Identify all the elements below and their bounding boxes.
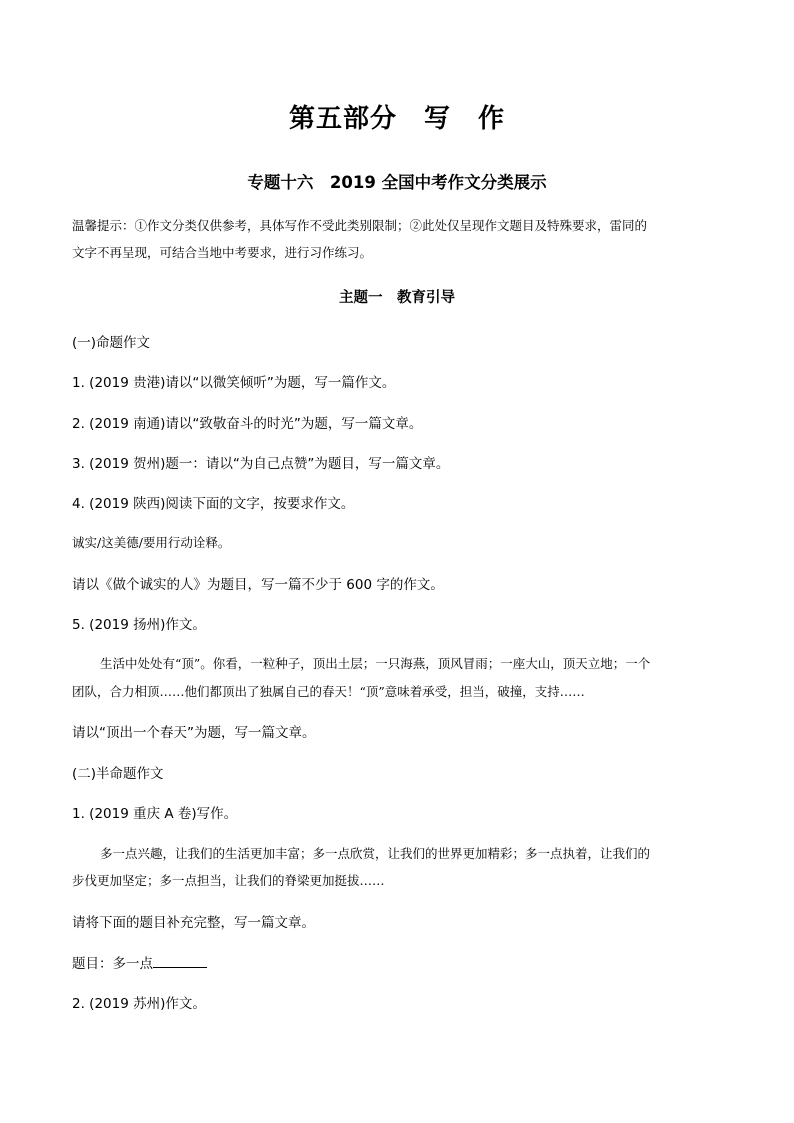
subsection-heading-semi-propositional: (二)半命题作文 [72, 766, 164, 782]
requirement-text: 请以“顶出一个春天”为题，写一篇文章。 [72, 725, 316, 741]
requirement-text: 请以《做个诚实的人》为题目，写一篇不少于 600 字的作文。 [72, 577, 444, 593]
material-paragraph-line: 生活中处处有“顶”。你看，一粒种子，顶出土层；一只海燕，顶风冒雨；一座大山，顶天立地；一个 [100, 656, 651, 671]
material-paragraph-line: 多一点兴趣，让我们的生活更加丰富；多一点欣赏，让我们的世界更加精彩；多一点执着，让我们的 [100, 846, 651, 861]
material-paragraph-line: 步伐更加坚定；多一点担当，让我们的脊梁更加挺拔…… [72, 873, 385, 888]
list-item: 1. (2019 重庆 A 卷)写作。 [72, 806, 238, 822]
section-heading: 主题一 教育引导 [339, 290, 455, 306]
topic-line [72, 952, 207, 972]
list-item: 5. (2019 扬州)作文。 [72, 617, 206, 633]
fill-in-blank [153, 953, 207, 968]
material-paragraph-line: 团队，合力相顶……他们都顶出了独属自己的春天！“顶”意味着承受，担当，破撞，支持…… [72, 684, 585, 699]
topic-prefix: 题目：多一点 [72, 956, 153, 972]
list-item: 1. (2019 贵港)请以“以微笑倾听”为题，写一篇作文。 [72, 375, 396, 391]
list-item: 3. (2019 贺州)题一：请以“为自己点赞”为题目，写一篇文章。 [72, 456, 450, 472]
list-item: 2. (2019 苏州)作文。 [72, 996, 206, 1012]
page-subtitle: 专题十六 2019 全国中考作文分类展示 [247, 173, 547, 192]
list-item: 4. (2019 陕西)阅读下面的文字，按要求作文。 [72, 496, 355, 512]
quoted-text: 诚实/这美德/要用行动诠释。 [72, 535, 231, 550]
list-item: 2. (2019 南通)请以“致敬奋斗的时光”为题，写一篇文章。 [72, 416, 423, 432]
tip-line-2: 文字不再呈现，可结合当地中考要求，进行习作练习。 [72, 245, 373, 260]
requirement-text: 请将下面的题目补充完整，写一篇文章。 [72, 915, 315, 931]
page-title: 第五部分 写 作 [288, 104, 505, 134]
tip-line-1: 温馨提示：①作文分类仅供参考，具体写作不受此类别限制；②此处仅呈现作文题目及特殊要求，雷同的 [72, 218, 648, 233]
subsection-heading-propositional: (一)命题作文 [72, 335, 151, 351]
